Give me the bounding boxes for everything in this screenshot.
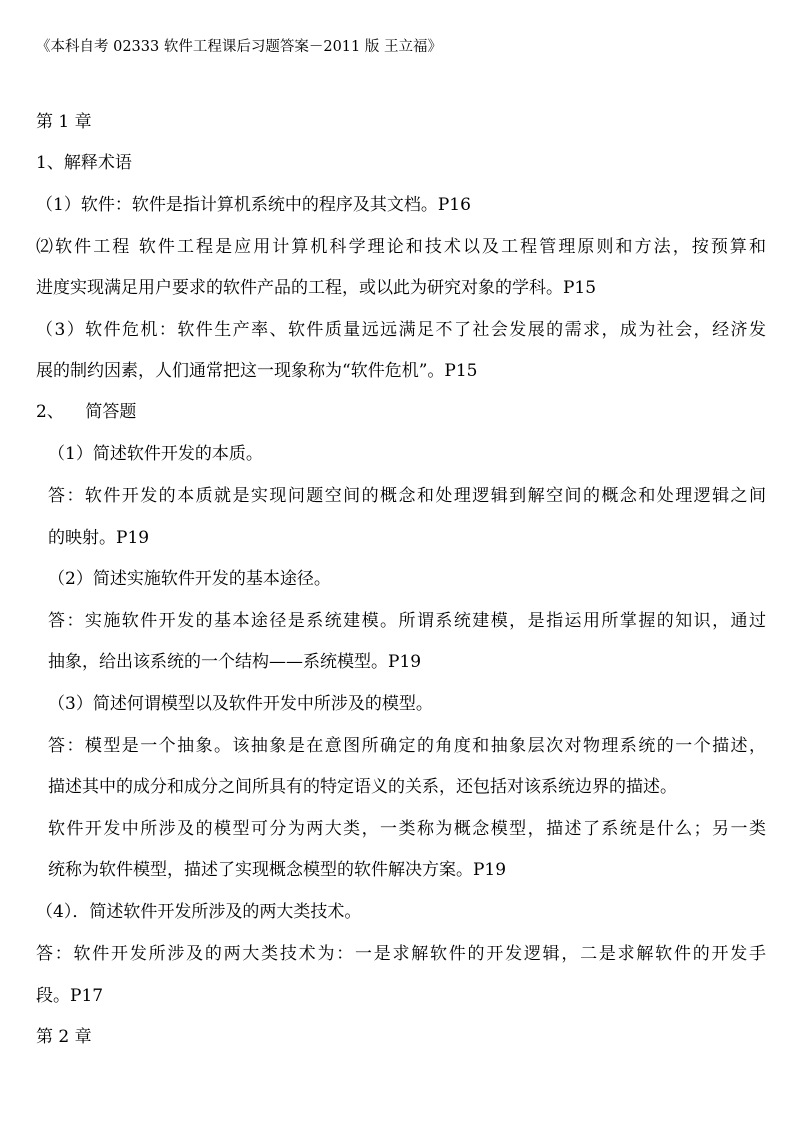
answer-3-line-4: 统称为软件模型，描述了实现概念模型的软件解决方案。P19 (48, 860, 507, 880)
document-header: 《本科自考 02333 软件工程课后习题答案－2011 版 王立福》 (36, 39, 442, 55)
answer-3-line-3: 软件开发中所涉及的模型可分为两大类，一类称为概念模型，描述了系统是什么；另一类 (48, 819, 766, 839)
term-software-crisis-line-1: （3）软件危机：软件生产率、软件质量远远满足不了社会发展的需求，成为社会，经济发 (36, 320, 766, 340)
section-1-heading: 1、解释术语 (36, 153, 132, 173)
term-software: （1）软件：软件是指计算机系统中的程序及其文档。P16 (36, 195, 471, 215)
answer-2-line-2: 抽象，给出该系统的一个结构——系统模型。P19 (48, 652, 422, 672)
chapter-1-title: 第 1 章 (36, 112, 92, 132)
answer-1-line-2: 的映射。P19 (48, 528, 150, 548)
question-4: （4）．简述软件开发所涉及的两大类技术。 (36, 902, 362, 922)
term-software-crisis-line-2: 展的制约因素，人们通常把这一现象称为“软件危机”。P15 (36, 361, 478, 381)
answer-4-line-1: 答：软件开发所涉及的两大类技术为：一是求解软件的开发逻辑，二是求解软件的开发手 (36, 944, 766, 964)
term-software-engineering-line-1: ⑵软件工程 软件工程是应用计算机科学理论和技术以及工程管理原则和方法，按预算和 (36, 237, 766, 257)
answer-2-line-1: 答：实施软件开发的基本途径是系统建模。所谓系统建模，是指运用所掌握的知识，通过 (48, 611, 766, 631)
term-software-engineering-line-2: 进度实现满足用户要求的软件产品的工程，或以此为研究对象的学科。P15 (36, 278, 597, 298)
question-3: （3）简述何谓模型以及软件开发中所涉及的模型。 (48, 694, 433, 714)
question-1: （1）简述软件开发的本质。 (48, 444, 263, 464)
answer-4-line-2: 段。P17 (36, 986, 104, 1006)
answer-3-line-2: 描述其中的成分和成分之间所具有的特定语义的关系，还包括对该系统边界的描述。 (48, 777, 677, 797)
section-2-heading: 2、 简答题 (36, 402, 137, 422)
answer-1-line-1: 答：软件开发的本质就是实现问题空间的概念和处理逻辑到解空间的概念和处理逻辑之间 (48, 486, 766, 506)
question-2: （2）简述实施软件开发的基本途径。 (48, 569, 331, 589)
answer-3-line-1: 答：模型是一个抽象。该抽象是在意图所确定的角度和抽象层次对物理系统的一个描述， (48, 736, 766, 756)
chapter-2-title: 第 2 章 (36, 1027, 92, 1047)
